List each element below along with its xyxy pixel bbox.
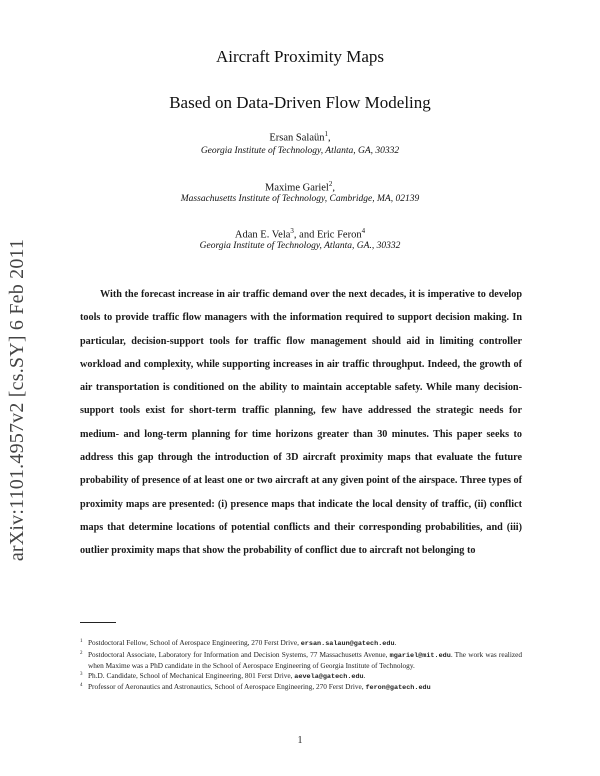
paper-title-line-2: Based on Data-Driven Flow Modeling (169, 93, 431, 112)
email-link[interactable]: ersan.salaun@gatech.edu (300, 640, 395, 648)
footnote-3: $^3$ Ph.D. Candidate, School of Mechanical Engineering, 801 Ferst Drive, aevela@gatech.edu. (80, 670, 366, 681)
affiliation-1: Georgia Institute of Technology, Atlanta, GA, 30332 (200, 146, 400, 156)
email-link[interactable]: aevela@gatech.edu (294, 672, 364, 681)
footnote-4: $^4$ Professor of Aeronautics and Astronautics, School of Aerospace Engineering, 270 Ferst Drive, feron@gatech.edu (80, 682, 431, 692)
abstract-text: With the forecast increase in air traffic demand over the next decades, it is imperative to develop tools to provide traffic flow managers with the information required to support decision making. In particular, decision-support tools for traffic flow management should aid in limiting controller workload and complexity, while supporting increases in air traffic throughput. Indeed, the growth of air transportation is conditioned on the ability to maintain acceptable safety. While many decision-support tools exist for short-term traffic planning, few have addressed the strategic needs for medium- and long-term planning for time horizons greater than 30 minutes. This paper seeks to address this gap through the introduction of 3D aircraft proximity maps that evaluate the future probability of presence of at least one or two aircraft at any given point of the airspace. Three types of proximity maps are presented: (i) presence maps that indicate the local density of traffic, (ii) conflict maps that determine locations of potential conflicts and their corresponding probabilities, and (iii) outlier proximity maps that show the probability of conflict due to aircraft not belonging to (80, 289, 522, 557)
author-1: Ersan Salaün$^1$, (269, 130, 331, 144)
email-link[interactable]: feron@gatech.edu (365, 684, 431, 692)
arxiv-identifier: arXiv:1101.4957v2 [cs.SY] 6 Feb 2011 (6, 238, 28, 562)
footnote-rule (80, 622, 116, 623)
footnote-2: $^2$ Postdoctoral Associate, Laboratory for Information and Decision Systems, 77 Massachusetts Avenue, mgariel@mit.edu. The work was realized when Maxime was a PhD candidate in the School of Aerospace Engineering of Georgia Institute of Technology. (80, 649, 522, 670)
page-number: 1 (297, 735, 303, 746)
author-2: Maxime Gariel$^2$, (265, 180, 335, 194)
affiliation-2: Massachusetts Institute of Technology, Cambridge, MA, 02139 (180, 194, 420, 204)
author-3-4: Adan E. Vela$^3$, and Eric Feron$^4$ (234, 227, 366, 241)
affiliation-3: Georgia Institute of Technology, Atlanta, GA., 30332 (199, 241, 401, 251)
footnote-1: $^1$ Postdoctoral Fellow, School of Aerospace Engineering, 270 Ferst Drive, ersan.salaun@gatech.edu. (80, 638, 397, 648)
paper-title-line-1: Aircraft Proximity Maps (215, 47, 385, 66)
footnotes (80, 638, 522, 694)
email-link[interactable]: mgariel@mit.edu (389, 651, 451, 660)
